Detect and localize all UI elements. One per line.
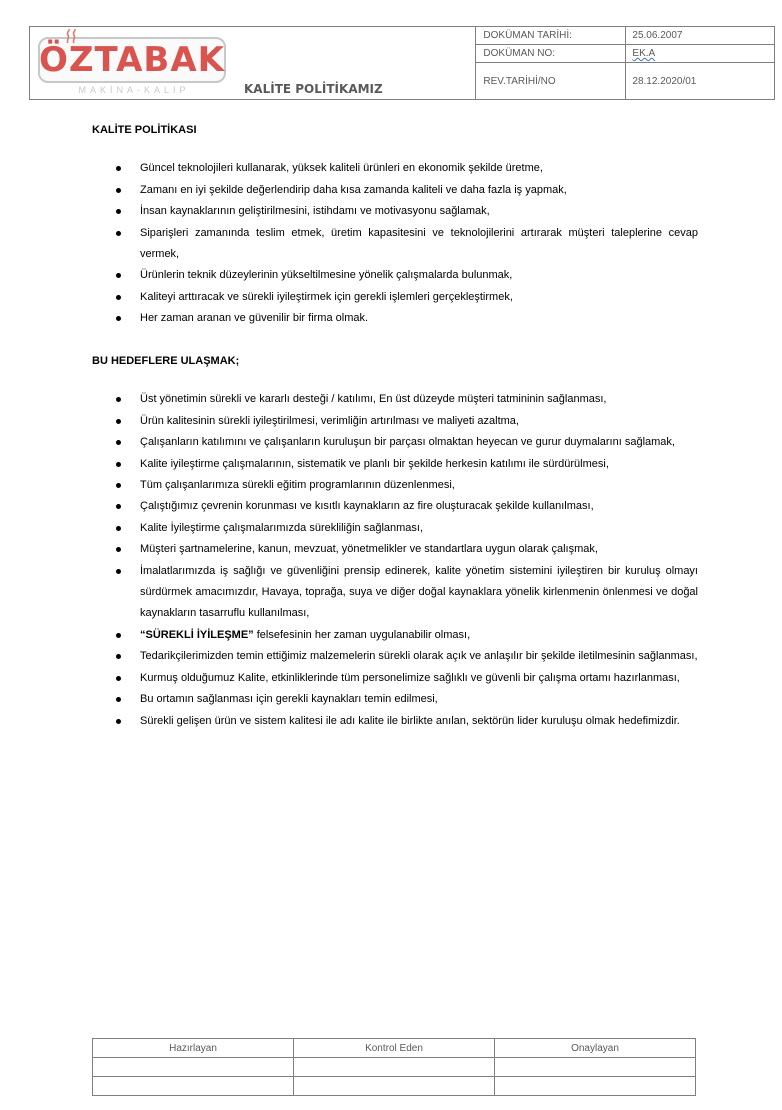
approval-header-checked: Kontrol Eden <box>294 1039 495 1058</box>
list-item: Kalite İyileştirme çalışmalarımızda sürekliliğin sağlanması, <box>92 518 698 539</box>
list-item: Çalışanların katılımını ve çalışanların kuruluşun bir parçası olmaktan heyecan ve gurur duymalarını sağlamak, <box>92 432 698 453</box>
emphasis-text: “SÜREKLİ İYİLEŞME” <box>140 628 254 641</box>
meta-value: 25.06.2007 <box>632 30 683 41</box>
approval-cell <box>294 1058 495 1077</box>
list-item: Siparişleri zamanında teslim etmek, üretim kapasitesini ve teknolojilerini artırarak müşteri taleplerine cevap vermek, <box>92 223 698 266</box>
document-title: KALİTE POLİTİKAMIZ <box>244 82 383 96</box>
bullet-list <box>92 158 698 329</box>
list-item: Kurmuş olduğumuz Kalite, etkinliklerinde tüm personelimize sağlıklı ve güvenli bir çalışma ortamı hazırlanması, <box>92 668 698 689</box>
list-item: Sürekli gelişen ürün ve sistem kalitesi ile adı kalite ile birlikte anılan, sektörün lider kuruluşu olmak hedefimizdir. <box>92 711 698 732</box>
list-item-text: felsefesinin her zaman uygulanabilir olması, <box>253 628 471 641</box>
meta-label: REV.TARİHİ/NO <box>476 63 626 99</box>
logo-wordmark: ÖZTABAK <box>39 40 225 80</box>
meta-row-date <box>476 27 774 45</box>
list-item: Tedarikçilerimizden temin ettiğimiz malzemelerin sürekli olarak açık ve anlaşılır bir şekilde iletilmesinin sağlanması, <box>92 646 698 667</box>
list-item: İnsan kaynaklarının geliştirilmesini, istihdamı ve motivasyonu sağlamak, <box>92 201 698 222</box>
meta-label: DOKÜMAN NO: <box>476 45 626 62</box>
meta-row-revision <box>476 63 774 99</box>
meta-label: DOKÜMAN TARİHİ: <box>476 27 626 44</box>
list-item: Bu ortamın sağlanması için gerekli kaynakları temin edilmesi, <box>92 689 698 710</box>
list-item: Çalıştığımız çevrenin korunması ve kısıtlı kaynakların az fire oluşturacak şekilde kullanılması, <box>92 496 698 517</box>
list-item: Zamanı en iyi şekilde değerlendirip daha kısa zamanda kaliteli ve daha fazla iş yapmak, <box>92 180 698 201</box>
approval-header-approved: Onaylayan <box>495 1039 696 1058</box>
document-meta-table <box>476 27 774 99</box>
section-quality-policy <box>92 120 698 330</box>
meta-row-docno <box>476 45 774 63</box>
approval-cell <box>93 1077 294 1096</box>
list-item: Kaliteyi arttıracak ve sürekli iyileştirmek için gerekli işlemleri gerçekleştirmek, <box>92 287 698 308</box>
section-title: KALİTE POLİTİKASI <box>92 124 197 136</box>
list-item: Güncel teknolojileri kullanarak, yüksek kaliteli ürünleri en ekonomik şekilde üretme, <box>92 158 698 179</box>
list-item: Tüm çalışanlarımıza sürekli eğitim programlarının düzenlenmesi, <box>92 475 698 496</box>
approval-cell <box>495 1077 696 1096</box>
logo-tagline: MAKİNA-KALIP <box>78 85 190 95</box>
approval-header-row <box>93 1039 696 1058</box>
list-item: İmalatlarımızda iş sağlığı ve güvenliğini prensip edinerek, kalite yönetim sistemini iyileştiren bir kuruluş olmayı sürdürmek amacımızdır, Havaya, toprağa, suya ve diğer doğal kaynaklara yönelik kirlenmenin önlenmesi ve doğal kaynakların tasarruflu kullanılması, <box>92 561 698 625</box>
approval-cell <box>495 1058 696 1077</box>
company-logo <box>38 31 228 97</box>
approval-signature-row <box>93 1058 696 1077</box>
document-header <box>29 26 775 100</box>
list-item: Her zaman aranan ve güvenilir bir firma olmak. <box>92 308 698 329</box>
meta-value: EK.A <box>632 48 656 59</box>
list-item <box>92 625 698 646</box>
list-item: Ürün kalitesinin sürekli iyileştirilmesi, verimliğin artırılması ve maliyeti azaltma, <box>92 411 698 432</box>
header-left-cell <box>30 27 476 99</box>
bullet-list <box>92 389 698 732</box>
list-item: Kalite iyileştirme çalışmalarının, sistematik ve planlı bir şekilde herkesin katılımı ile sürdürülmesi, <box>92 454 698 475</box>
approval-cell <box>294 1077 495 1096</box>
list-item: Ürünlerin teknik düzeylerinin yükseltilmesine yönelik çalışmalarda bulunmak, <box>92 265 698 286</box>
approval-table <box>92 1038 696 1096</box>
section-title: BU HEDEFLERE ULAŞMAK; <box>92 355 240 367</box>
meta-value: 28.12.2020/01 <box>632 75 697 87</box>
list-item: Müşteri şartnamelerine, kanun, mevzuat, yönetmelikler ve standartlara uygun olarak çalışmak, <box>92 539 698 560</box>
approval-cell <box>93 1058 294 1077</box>
approval-date-row <box>93 1077 696 1096</box>
approval-header-prepared: Hazırlayan <box>93 1039 294 1058</box>
list-item: Üst yönetimin sürekli ve kararlı desteği / katılımı, En üst düzeyde müşteri tatmininin sağlanması, <box>92 389 698 410</box>
section-goals <box>92 351 698 732</box>
